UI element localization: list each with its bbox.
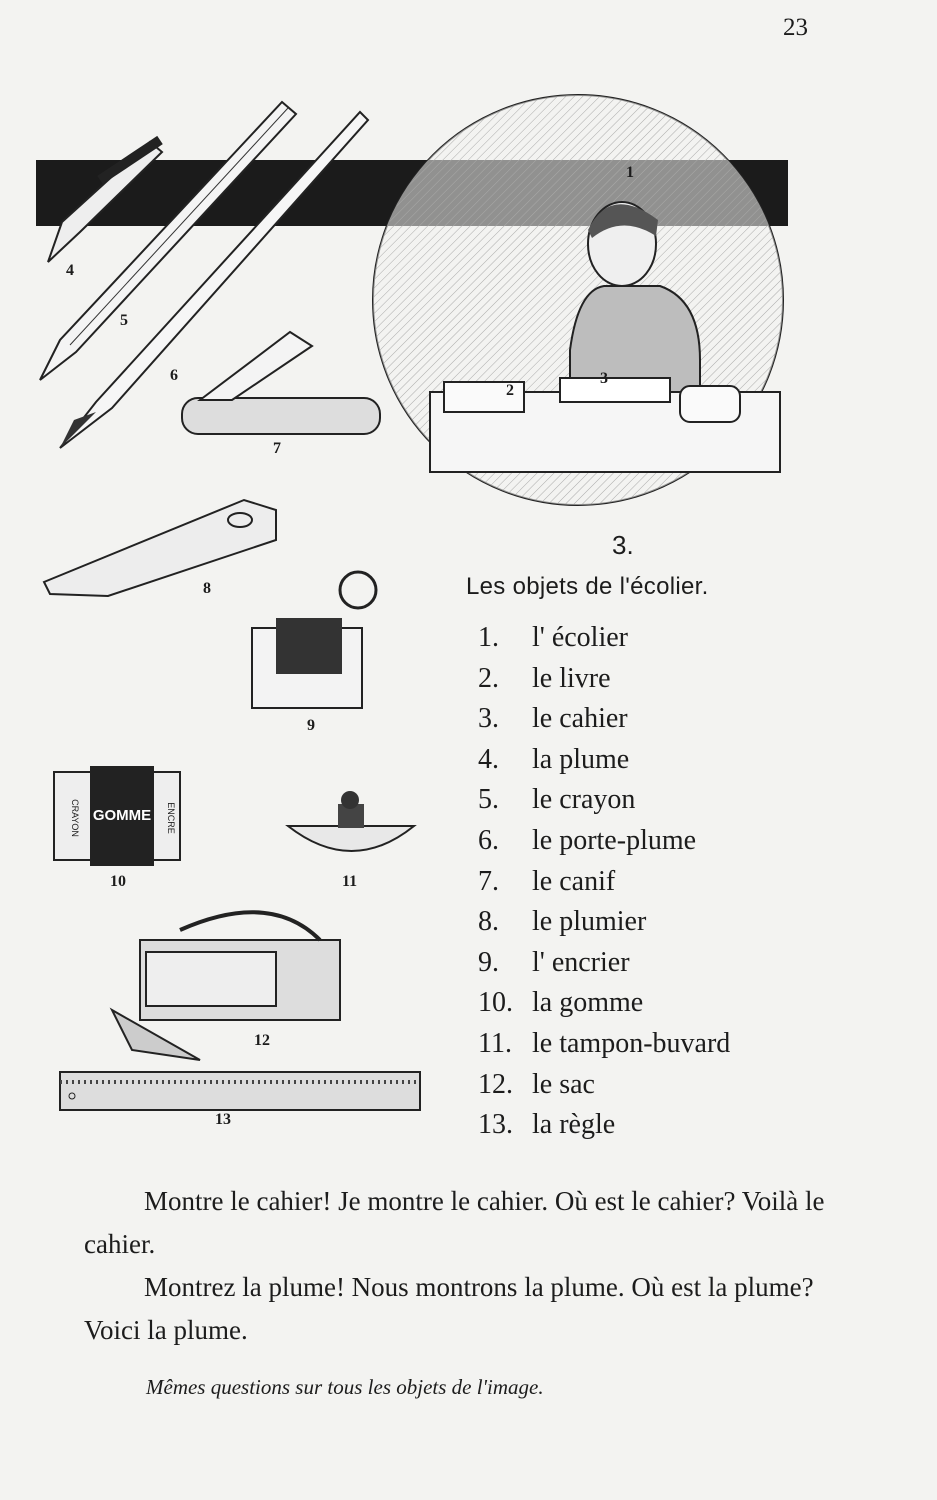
vocab-word: le livre — [532, 662, 611, 694]
vocab-number: 4. — [478, 743, 499, 775]
vocab-item — [478, 659, 730, 700]
vocab-number: 2. — [478, 662, 499, 694]
figure-label-7: 7 — [273, 440, 281, 457]
eraser-side-left: CRAYON — [70, 799, 80, 837]
vocab-word: le porte-plume — [532, 824, 697, 856]
figure-label-11: 11 — [342, 873, 358, 890]
vocab-item — [478, 740, 730, 781]
vocab-word: la règle — [532, 1109, 616, 1141]
vocab-number: 3. — [478, 703, 499, 735]
vocab-number: 12. — [478, 1068, 513, 1100]
vocab-number: 7. — [478, 865, 499, 897]
lesson-number: 3. — [612, 530, 634, 560]
vocab-item — [478, 780, 730, 821]
vocab-number: 9. — [478, 946, 499, 978]
figure-label-5: 5 — [120, 312, 128, 329]
school-bag-drawing — [112, 912, 340, 1060]
vocab-word: le crayon — [532, 784, 636, 816]
figure-label-3: 3 — [600, 370, 608, 387]
vocab-number: 11. — [478, 1027, 512, 1059]
vocab-number: 6. — [478, 824, 499, 856]
vocab-item — [478, 1065, 730, 1106]
vocab-item — [478, 821, 730, 862]
vocab-word: le plumier — [532, 906, 647, 938]
paragraph-cahier: Montre le cahier! Je montre le cahier. Où est le cahier? Voilà le cahier. — [84, 1186, 825, 1259]
figure-label-8: 8 — [203, 580, 211, 597]
vocab-number: 5. — [478, 784, 499, 816]
page-number: 23 — [783, 14, 808, 41]
figure-label-4: 4 — [66, 262, 74, 279]
vocab-item — [478, 1105, 730, 1146]
vocab-word: l' encrier — [532, 946, 630, 978]
ruler-drawing — [60, 1072, 420, 1110]
schoolboy-vignette — [373, 95, 783, 505]
penknife-drawing — [182, 332, 380, 434]
vocab-item — [478, 699, 730, 740]
vocab-word: le sac — [532, 1068, 595, 1100]
vocab-word: la plume — [532, 743, 630, 775]
vocab-number: 13. — [478, 1109, 513, 1141]
lesson-title: Les objets de l'écolier. — [466, 573, 709, 600]
vocab-item — [478, 618, 730, 659]
eraser-brand: GOMME — [92, 807, 152, 824]
figure-label-2: 2 — [506, 382, 514, 399]
figure-label-9: 9 — [307, 717, 315, 734]
vocab-number: 1. — [478, 622, 499, 653]
vocab-word: le canif — [532, 865, 616, 897]
vocab-number: 10. — [478, 987, 513, 1019]
figure-label-1: 1 — [626, 164, 634, 181]
figure-label-10: 10 — [110, 873, 126, 890]
vocab-item — [478, 983, 730, 1024]
closing-instruction: Mêmes questions sur tous les objets de l'image. — [146, 1375, 544, 1399]
vocab-item — [478, 902, 730, 943]
blotter-drawing — [288, 791, 414, 851]
vocab-word: la gomme — [532, 987, 644, 1019]
figure-label-12: 12 — [254, 1032, 270, 1049]
vocab-number: 8. — [478, 906, 499, 938]
vocab-word: le cahier — [532, 703, 628, 735]
eraser-drawing — [54, 766, 180, 866]
vocab-item — [478, 943, 730, 984]
figure-label-13: 13 — [215, 1111, 231, 1128]
vocab-item — [478, 862, 730, 903]
inkwell-drawing — [252, 572, 376, 708]
vocab-word: l' écolier — [532, 622, 628, 653]
vocabulary-list — [478, 618, 730, 1146]
eraser-side-right: ENCRE — [166, 802, 176, 834]
vocab-item — [478, 1024, 730, 1065]
vocab-word: le tampon-buvard — [532, 1027, 731, 1059]
figure-label-6: 6 — [170, 367, 178, 384]
paragraph-plume: Montrez la plume! Nous montrons la plume. Où est la plume? Voici la plume. — [84, 1272, 814, 1345]
pencil-box-drawing — [44, 500, 276, 596]
